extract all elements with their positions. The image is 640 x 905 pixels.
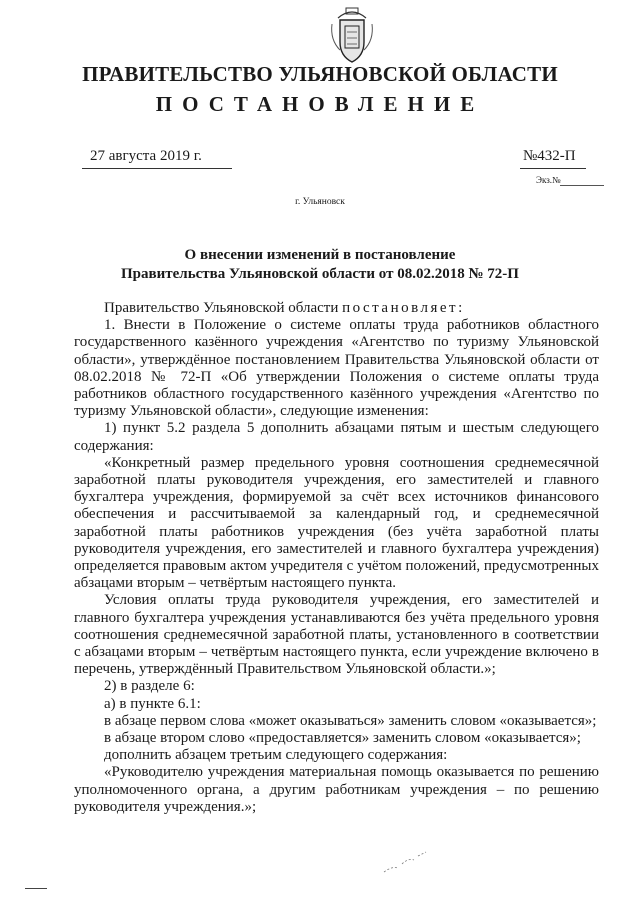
paragraph: 2) в разделе 6: xyxy=(104,678,195,695)
paragraph: в абзаце втором слово «предоставляется» заменить словом «оказывается»; xyxy=(104,730,581,747)
paragraph: 1) пункт 5.2 раздела 5 дополнить абзацами пятым и шестым следующего содержания: xyxy=(74,420,599,454)
date-underline xyxy=(82,168,232,169)
intro-prefix: Правительство Ульяновской области xyxy=(104,300,343,316)
copy-number-label: Экз.№ xyxy=(536,175,561,185)
heading-line-2: Правительства Ульяновской области от 08.02.2018 № 72-П xyxy=(121,266,519,282)
organization-title: ПРАВИТЕЛЬСТВО УЛЬЯНОВСКОЙ ОБЛАСТИ xyxy=(82,62,558,86)
document-number: №432-П xyxy=(523,148,576,164)
paragraph: «Конкретный размер предельного уровня соотношения среднемесячной заработной платы руководителя учреждения, его заместителей и главного бухгалтера учреждения, формируемой за счёт всех источников финансового обеспечения и рассчитываемой за календарный год, и среднемесячной заработной платы работников учреждения (без учёта заработной платы руководителя учреждения, его заместителей и главного бухгалтера учреждения) определяется правовым актом учредителя с учётом положений, предусмотренных абзацами вторым – четвёртым настоящего пункта. xyxy=(74,454,599,592)
document-body xyxy=(74,300,599,816)
paragraph: а) в пункте 6.1: xyxy=(104,695,201,712)
paragraph: 1. Внести в Положение о системе оплаты труда работников областного государственного казённого учреждения «Агентство по туризму Ульяновской области», утверждённое постановлением Правительства Ульяновской области от 08.02.2018 № 72-П «Об утверждении Положения о системе оплаты труда работников областного государственного казённого учреждения «Агентство по туризму Ульяновской области», следующие изменения: xyxy=(74,317,599,420)
heading-line-1: О внесении изменений в постановление xyxy=(184,247,456,263)
intro-suffix: : xyxy=(458,300,463,316)
paragraph: в абзаце первом слова «может оказываться» заменить словом «оказывается»; xyxy=(104,712,597,729)
document-type: ПОСТАНОВЛЕНИЕ xyxy=(155,92,485,116)
document-heading xyxy=(0,246,640,284)
number-underline xyxy=(520,168,586,169)
intro-spaced-word: постановляет xyxy=(342,300,459,316)
paragraph: «Руководителю учреждения материальная помощь оказывается по решению уполномоченного органа, а другим работникам учреждения – по решению руководителя учреждения.»; xyxy=(74,764,599,815)
intro-paragraph xyxy=(74,300,599,317)
city: г. Ульяновск xyxy=(295,197,345,207)
initials-mark-icon xyxy=(380,848,430,878)
copy-number-underline xyxy=(560,185,604,186)
coat-of-arms-icon xyxy=(328,4,376,66)
corner-mark xyxy=(25,888,47,889)
paragraph: Условия оплаты труда руководителя учреждения, его заместителей и главного бухгалтера учреждения устанавливаются без учёта предельного уровня соотношения среднемесячной заработной платы, установленного в соответствии с абзацами вторым – четвёртым настоящего пункта, если учреждение включено в перечень, утверждённый Правительством Ульяновской области.»; xyxy=(74,592,599,678)
document-date: 27 августа 2019 г. xyxy=(90,148,202,164)
paragraph: дополнить абзацем третьим следующего содержания: xyxy=(104,747,448,764)
